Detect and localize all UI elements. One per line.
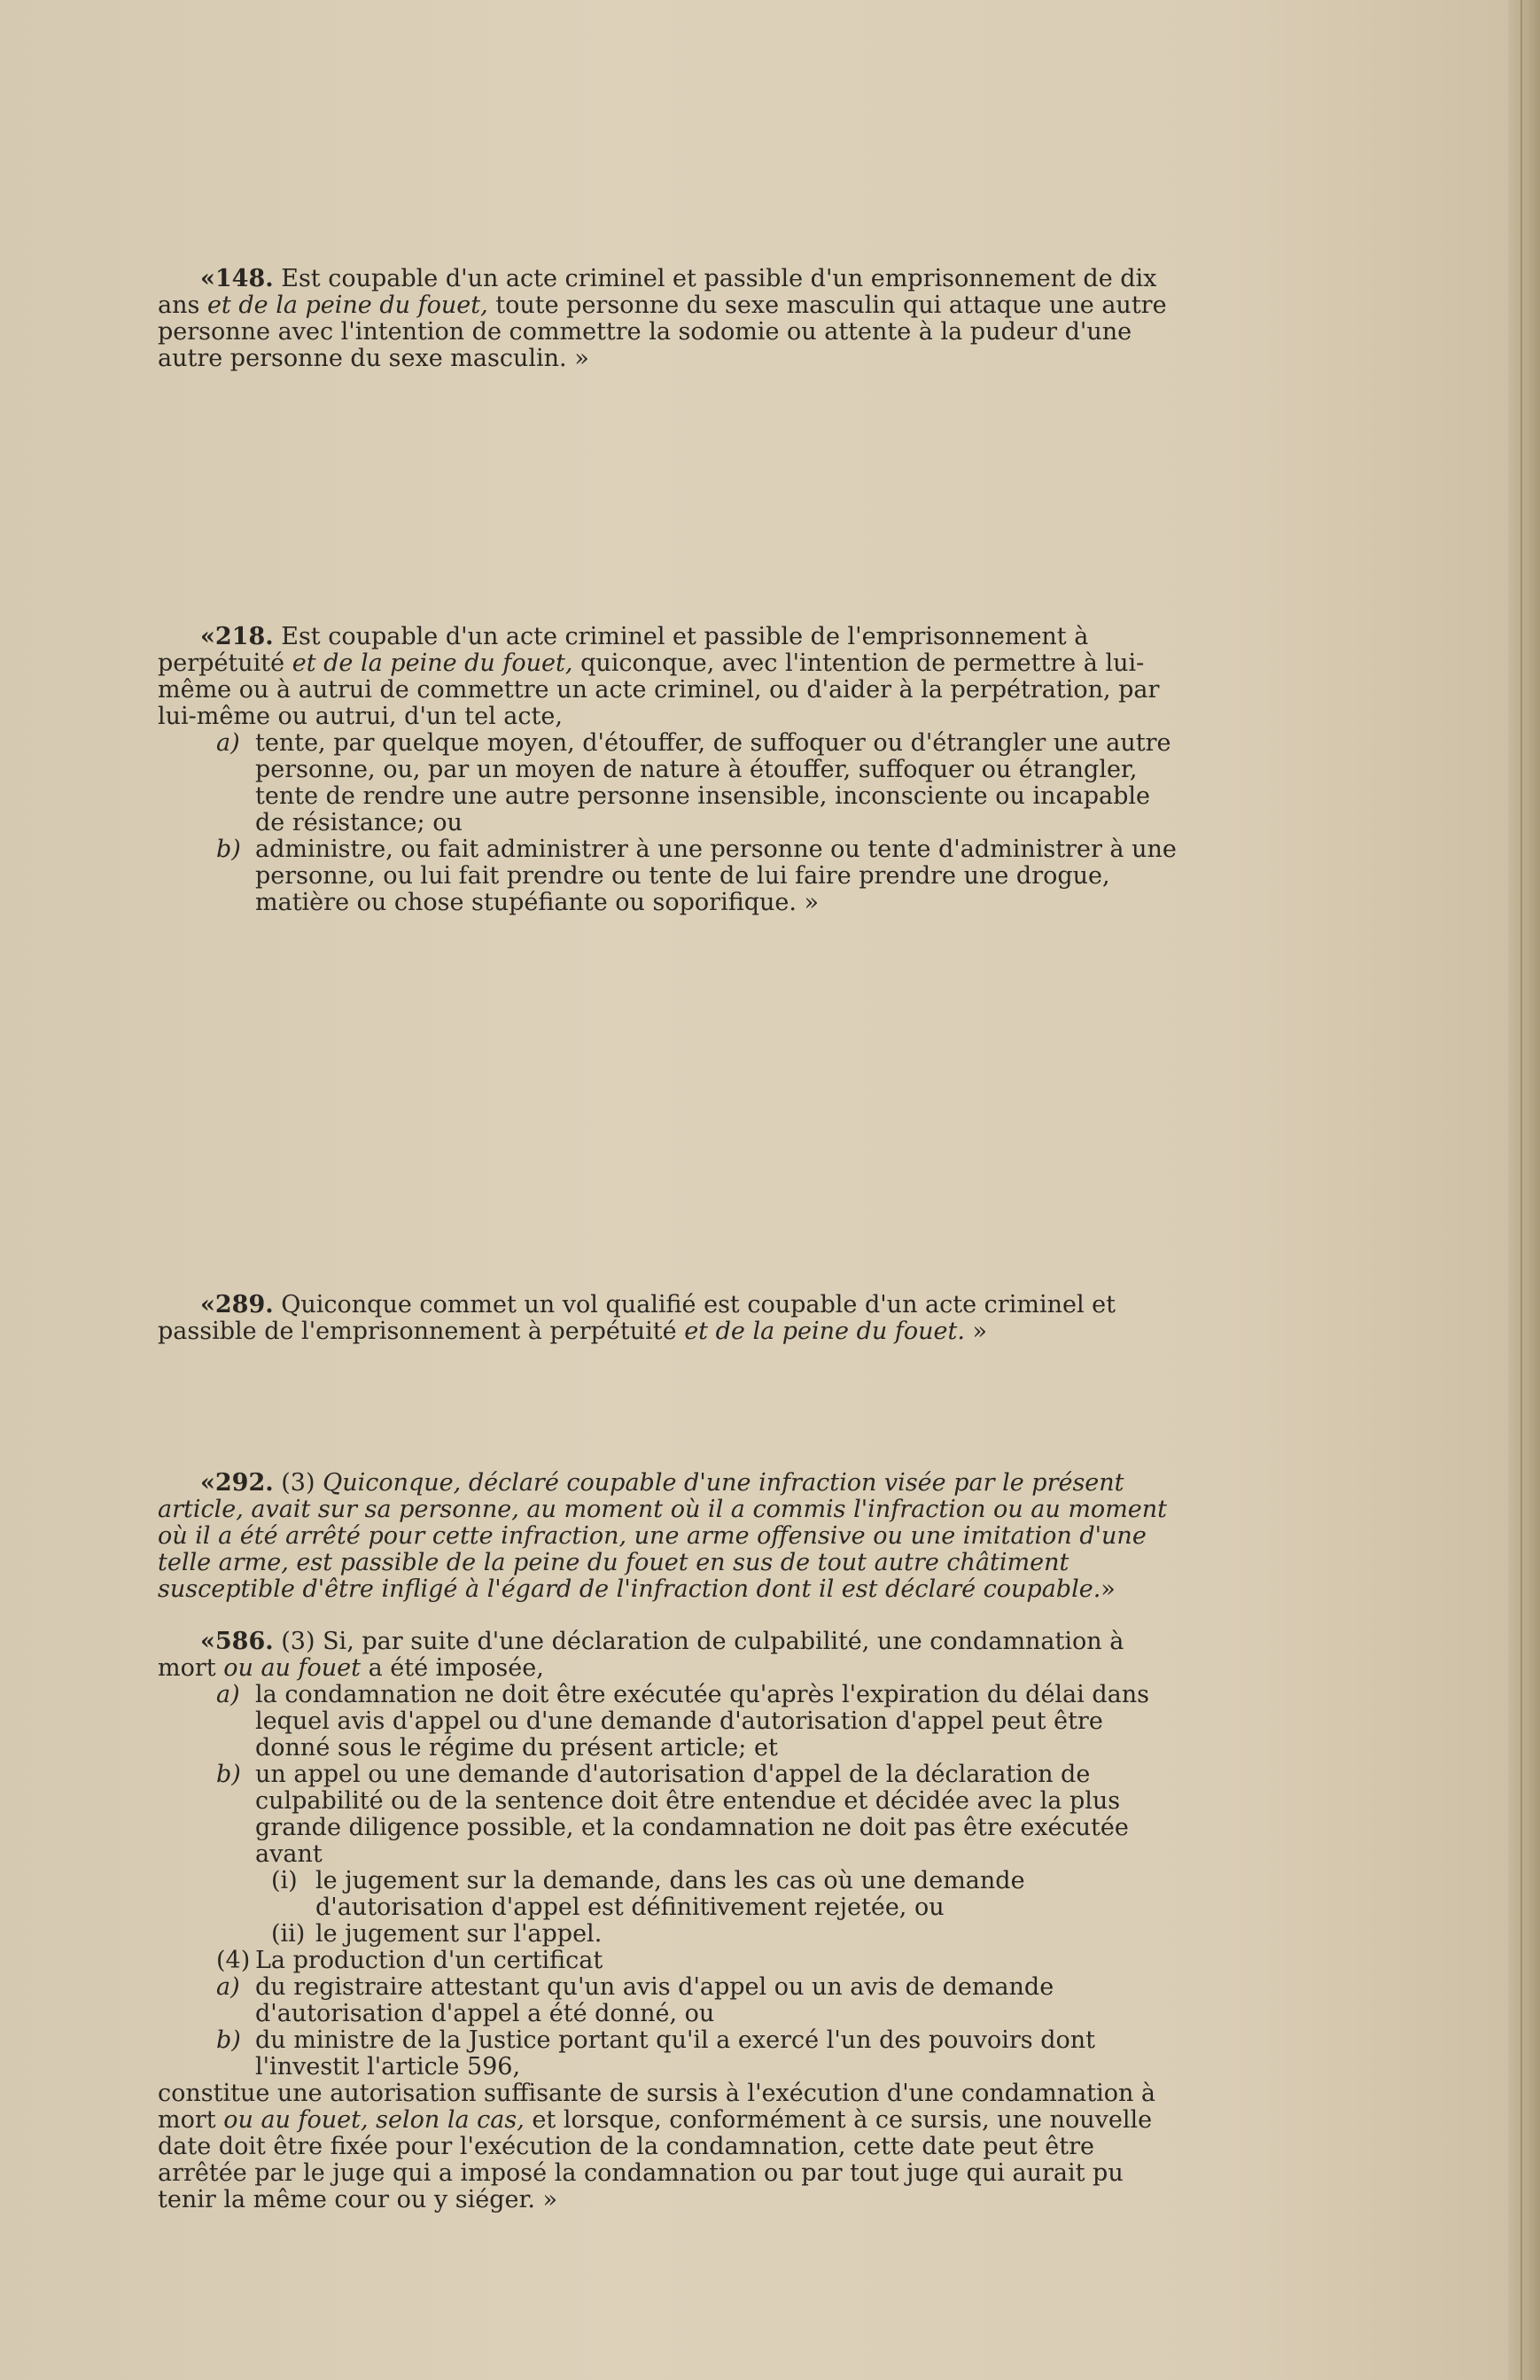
article-number: «292.	[200, 1469, 274, 1497]
list-item	[158, 2027, 1177, 2081]
article-586-paragraph	[158, 1629, 1177, 1682]
article-148	[158, 266, 1177, 372]
item-label: b)	[216, 1761, 241, 1788]
article-218	[158, 624, 1177, 916]
article-number: «148.	[200, 265, 274, 292]
article-586	[158, 1629, 1177, 2213]
page-edge-line	[1521, 0, 1522, 2380]
subitem-text: le jugement sur l'appel.	[315, 1920, 603, 1948]
article-number: «586.	[200, 1628, 274, 1655]
list-item	[158, 730, 1177, 836]
article-text: Est coupable d'un acte criminel et passible de l'emprisonnement à perpétuité	[158, 623, 1089, 677]
article-148-paragraph	[158, 266, 1177, 372]
subitem-text: le jugement sur la demande, dans les cas où une demande d'autorisation d'appel est définitivement rejetée, ou	[315, 1867, 1025, 1921]
article-292-paragraph	[158, 1470, 1177, 1603]
article-218-paragraph	[158, 624, 1177, 730]
article-number: «289.	[200, 1291, 274, 1318]
subsection-4	[158, 1948, 1177, 1974]
list-item	[158, 1682, 1177, 1762]
subitem-label: (ii)	[271, 1920, 306, 1948]
closing-text-end: et lorsque, conformément à ce sursis, une nouvelle date doit être fixée pour l'exécution de la condamnation, cette date peut être arrêtée par le juge qui a imposé la condamnation ou par tout juge qui aurait pu tenir la même cour ou y siéger. »	[158, 2106, 1153, 2213]
item-text: du ministre de la Justice portant qu'il a exercé l'un des pouvoirs dont l'investit l'article 596,	[255, 2026, 1096, 2081]
item-label: b)	[216, 836, 241, 863]
article-289	[158, 1292, 1177, 1345]
sub-item	[158, 1921, 1177, 1948]
closing-paragraph	[158, 2081, 1177, 2213]
article-text: Quiconque commet un vol qualifié est coupable d'un acte criminel et passible de l'emprisonnement à perpétuité	[158, 1291, 1116, 1345]
item-text: la condamnation ne doit être exécutée qu'après l'expiration du délai dans lequel avis d'appel ou d'une demande d'autorisation d'appel peut être donné sous le régime du présent article; et	[255, 1681, 1149, 1762]
closing-text: constitue une autorisation suffisante de sursis à l'exécution d'une condamnation à mort	[158, 2080, 1156, 2134]
article-number: «218.	[200, 623, 274, 650]
article-289-paragraph	[158, 1292, 1177, 1345]
item-text: tente, par quelque moyen, d'étouffer, de suffoquer ou d'étrangler une autre personne, ou, par un moyen de nature à étouffer, suffoquer ou étrangler, tente de rendre une autre personne insensible, inconsciente ou incapable de résistance; ou	[255, 729, 1171, 836]
italic-amendment: et de la peine du fouet.	[684, 1318, 965, 1345]
subsection-label: (4)	[216, 1947, 251, 1974]
item-label: b)	[216, 2026, 241, 2054]
item-text: un appel ou une demande d'autorisation d'appel de la déclaration de culpabilité ou de la sentence doit être entendue et décidée avec la plus grande diligence possible, et la condamnation ne doit pas être exécutée avant	[255, 1761, 1129, 1868]
article-text-end: quiconque, avec l'intention de permettre à lui-même ou à autrui de commettre un acte criminel, ou d'aider à la perpétration, par lui-même ou autrui, d'un tel acte,	[158, 649, 1160, 730]
article-text-end: toute personne du sexe masculin qui attaque une autre personne avec l'intention de commettre la sodomie ou attente à la pudeur d'une autre personne du sexe masculin. »	[158, 292, 1167, 372]
subsection-text: La production d'un certificat	[255, 1947, 603, 1974]
article-292	[158, 1470, 1177, 1603]
item-text: du registraire attestant qu'un avis d'appel ou un avis de demande d'autorisation d'appel a été donné, ou	[255, 1973, 1054, 2027]
item-text: administre, ou fait administrer à une personne ou tente d'administrer à une personne, ou lui fait prendre ou tente de lui faire prendre une drogue, matière ou chose stupéfiante ou soporifique. »	[255, 836, 1177, 916]
list-item	[158, 1762, 1177, 1868]
subsection-number: (3)	[281, 1469, 315, 1497]
subitem-label: (i)	[271, 1867, 298, 1894]
item-label: a)	[216, 1973, 240, 2001]
closing-quote: »	[1101, 1575, 1116, 1603]
italic-amendment: et de la peine du fouet,	[206, 292, 488, 319]
list-item	[158, 1974, 1177, 2027]
article-text: Est coupable d'un acte criminel et passible d'un emprisonnement de dix ans	[158, 265, 1157, 319]
italic-amendment: ou au fouet	[223, 1654, 361, 1682]
article-text: (3) Si, par suite d'une déclaration de culpabilité, une condamnation à mort	[158, 1628, 1124, 1682]
article-text-end: a été imposée,	[368, 1654, 544, 1682]
italic-amendment: et de la peine du fouet,	[292, 649, 573, 677]
list-item	[158, 836, 1177, 916]
italic-amendment: Quiconque, déclaré coupable d'une infraction visée par le présent article, avait sur sa personne, au moment où il a commis l'infraction ou au moment où il a été arrêté pour cette infraction, une arme offensive ou une imitation d'une telle arme, est passible de la peine du fouet en sus de tout autre châtiment susceptible d'être infligé à l'égard de l'infraction dont il est déclaré coupable.	[158, 1469, 1168, 1603]
item-label: a)	[216, 1681, 240, 1708]
page-edge	[1508, 0, 1540, 2380]
item-label: a)	[216, 729, 240, 757]
sub-item	[158, 1868, 1177, 1921]
italic-amendment: ou au fouet, selon la cas,	[223, 2106, 525, 2134]
closing-quote: »	[972, 1318, 988, 1345]
